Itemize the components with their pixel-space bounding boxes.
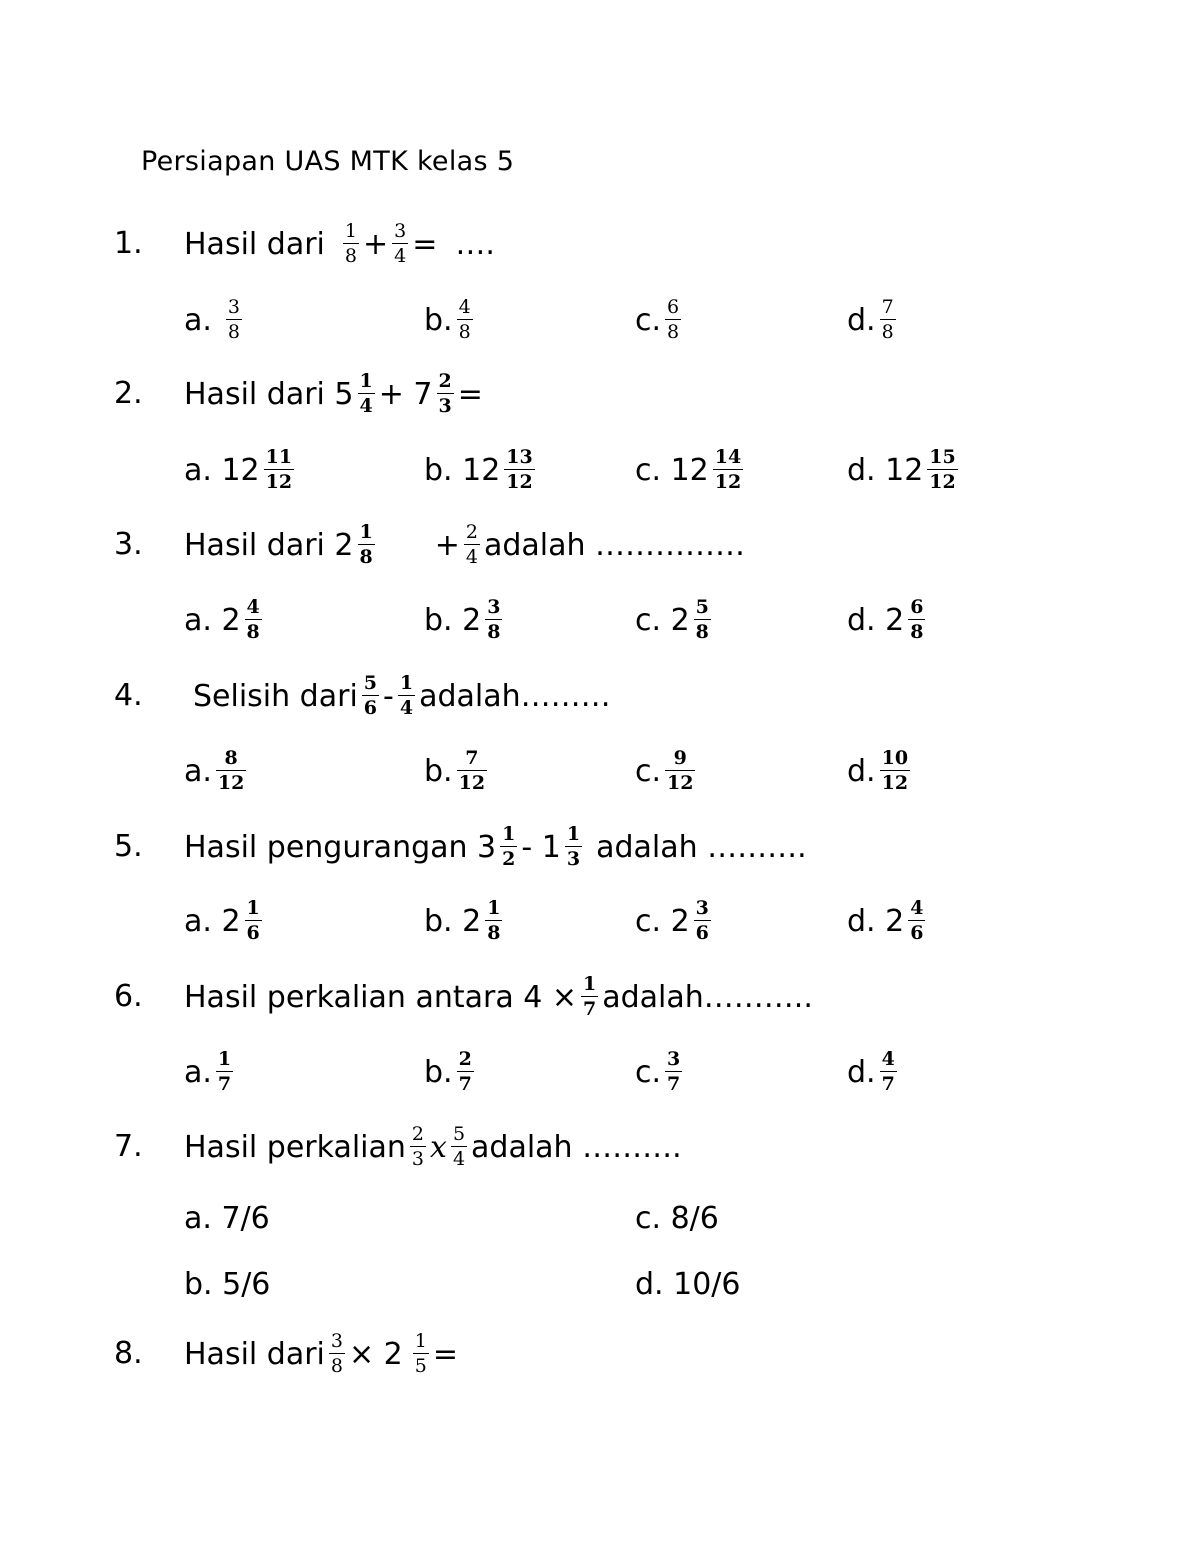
option-a: a. 2 $\frac{1}{6}$ — [184, 897, 260, 944]
question-text-part: Hasil dari 5 — [184, 376, 354, 412]
option-c: c. $\frac{6}{8}$ — [635, 296, 680, 343]
fraction: $\frac{8}{12}$ — [217, 747, 245, 794]
option-d: d. $\frac{10}{12}$ — [847, 747, 909, 794]
operator: + — [434, 527, 460, 563]
fraction: $\frac{1}{7}$ — [217, 1048, 232, 1095]
option-d: d. 12 $\frac{15}{12}$ — [847, 446, 956, 493]
option-d: d. $\frac{7}{8}$ — [847, 296, 894, 343]
fraction: $\frac{4}{8}$ — [246, 596, 260, 643]
option-c: c. 12 $\frac{14}{12}$ — [635, 446, 742, 493]
question-text-part: adalah……… — [419, 678, 611, 714]
option-b: b. $\frac{7}{12}$ — [424, 747, 486, 794]
question-text-part: adalah …………… — [483, 527, 746, 563]
question-text-part: Hasil dari 2 — [184, 527, 354, 563]
question-text-part: × 2 — [348, 1336, 403, 1372]
question-text — [184, 975, 813, 1019]
question-number: 8. — [114, 1336, 143, 1371]
fraction: $\frac{11}{12}$ — [265, 446, 293, 493]
operator: + — [362, 226, 389, 262]
fraction: $\frac{1}{8}$ — [487, 897, 501, 944]
question-text — [184, 523, 745, 567]
option-b: b. $\frac{4}{8}$ — [424, 296, 471, 343]
question-text-part: - 1 — [521, 829, 561, 865]
question-text — [184, 222, 495, 266]
fraction: $\frac{7}{12}$ — [458, 747, 486, 794]
question-text-part: Hasil pengurangan 3 — [184, 829, 497, 865]
option-c: c. $\frac{3}{7}$ — [635, 1048, 681, 1095]
question-text-part: adalah ………. — [596, 829, 807, 865]
option-a: a. $\frac{1}{7}$ — [184, 1048, 232, 1095]
fraction: $\frac{3}{8}$ — [330, 1330, 343, 1377]
option-c: c. 2 $\frac{5}{8}$ — [635, 596, 709, 643]
question-number: 1. — [114, 226, 143, 261]
blank: …. — [455, 226, 495, 262]
page-title: Persiapan UAS MTK kelas 5 — [141, 146, 515, 177]
question-text-part: adalah……….. — [602, 979, 813, 1015]
fraction: $\frac{9}{12}$ — [667, 747, 694, 794]
fraction: $\frac{1}{6}$ — [246, 897, 260, 944]
fraction: $\frac{1}{7}$ — [583, 973, 597, 1020]
fraction: $\frac{10}{12}$ — [881, 747, 909, 794]
question-number: 6. — [114, 979, 143, 1014]
equals-sign: = — [432, 1336, 458, 1372]
option-b: b. $\frac{2}{7}$ — [424, 1048, 472, 1095]
question-text-part: adalah ………. — [471, 1129, 682, 1165]
option-a: a. $\frac{8}{12}$ — [184, 747, 245, 794]
question-text-part: Hasil dari — [184, 226, 325, 262]
fraction: $\frac{15}{12}$ — [929, 446, 956, 493]
fraction: $\frac{7}{8}$ — [881, 296, 894, 343]
fraction: $\frac{13}{12}$ — [506, 446, 533, 493]
fraction: $\frac{3}{7}$ — [667, 1048, 681, 1095]
question-number: 7. — [114, 1129, 143, 1164]
fraction: $\frac{4}{7}$ — [881, 1048, 895, 1095]
question-text-part: Hasil perkalian — [184, 1129, 406, 1165]
option-a: a. 7/6 — [184, 1201, 270, 1236]
option-c: c. $\frac{9}{12}$ — [635, 747, 694, 794]
times-operator: x — [430, 1129, 447, 1165]
option-b: b. 12 $\frac{13}{12}$ — [424, 446, 533, 493]
question-text — [184, 1332, 458, 1376]
fraction: $\frac{1}{4}$ — [399, 672, 414, 719]
fraction: $\frac{4}{6}$ — [910, 897, 924, 944]
option-b: b. 2 $\frac{3}{8}$ — [424, 596, 501, 643]
option-c: c. 2 $\frac{3}{6}$ — [635, 897, 709, 944]
question-text-part: Hasil perkalian antara 4 × — [184, 979, 578, 1015]
question-number: 4. — [114, 678, 143, 713]
fraction: $\frac{1}{8}$ — [344, 220, 357, 267]
option-d: d. 2 $\frac{4}{6}$ — [847, 897, 924, 944]
operator: - — [383, 678, 394, 714]
option-a: a. $\frac{3}{8}$ — [184, 296, 241, 343]
fraction: $\frac{2}{3}$ — [438, 370, 452, 417]
fraction: $\frac{2}{3}$ — [411, 1123, 425, 1170]
fraction: $\frac{3}{6}$ — [695, 897, 709, 944]
question-number: 3. — [114, 527, 143, 562]
question-number: 5. — [114, 829, 143, 864]
fraction: $\frac{2}{4}$ — [465, 521, 478, 568]
fraction: $\frac{3}{4}$ — [394, 220, 407, 267]
option-d: d. 2 $\frac{6}{8}$ — [847, 596, 924, 643]
question-text — [184, 372, 483, 416]
option-d: d. $\frac{4}{7}$ — [847, 1048, 895, 1095]
fraction: $\frac{5}{8}$ — [695, 596, 709, 643]
question-number: 2. — [114, 376, 143, 411]
option-c: c. 8/6 — [635, 1201, 719, 1236]
fraction: $\frac{1}{5}$ — [414, 1330, 427, 1377]
fraction: $\frac{1}{4}$ — [359, 370, 373, 417]
equals-sign: = — [457, 376, 483, 412]
equals-sign: = — [412, 226, 438, 262]
option-b: b. 2 $\frac{1}{8}$ — [424, 897, 501, 944]
question-text-part: + 7 — [378, 376, 433, 412]
fraction: $\frac{1}{8}$ — [359, 521, 373, 568]
fraction: $\frac{2}{7}$ — [458, 1048, 472, 1095]
fraction: $\frac{3}{8}$ — [487, 596, 501, 643]
option-b: b. 5/6 — [184, 1267, 271, 1302]
fraction: $\frac{1}{2}$ — [502, 823, 516, 870]
fraction: $\frac{5}{6}$ — [363, 672, 378, 719]
fraction: $\frac{4}{8}$ — [458, 296, 471, 343]
fraction: $\frac{5}{4}$ — [452, 1123, 466, 1170]
option-d: d. 10/6 — [635, 1267, 741, 1302]
fraction: $\frac{1}{3}$ — [566, 823, 581, 870]
question-text — [184, 825, 807, 869]
question-text — [193, 674, 611, 718]
fraction: $\frac{14}{12}$ — [714, 446, 742, 493]
question-text — [184, 1125, 682, 1169]
fraction: $\frac{3}{8}$ — [227, 296, 241, 343]
option-a: a. 2 $\frac{4}{8}$ — [184, 596, 260, 643]
option-a: a. 12 $\frac{11}{12}$ — [184, 446, 293, 493]
question-text-part: Hasil dari — [184, 1336, 325, 1372]
fraction: $\frac{6}{8}$ — [667, 296, 680, 343]
question-text-part: Selisih dari — [193, 678, 358, 714]
fraction: $\frac{6}{8}$ — [910, 596, 924, 643]
